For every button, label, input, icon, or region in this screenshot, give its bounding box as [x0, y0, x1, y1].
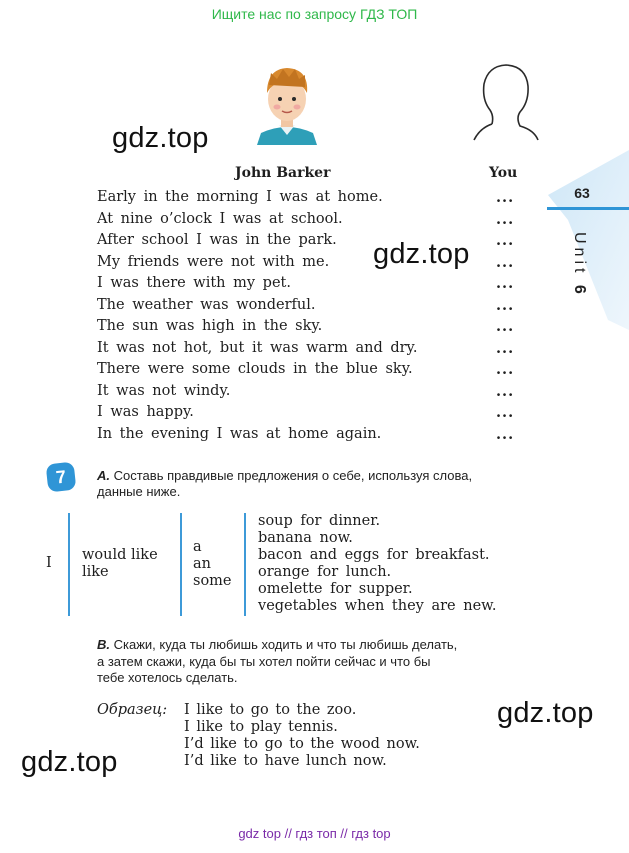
object-option: orange for lunch. — [258, 564, 392, 580]
sentence-row: There were some clouds in the blue sky. — [97, 361, 413, 377]
object-option: omelette for supper. — [258, 581, 413, 597]
sample-sentence: I’d like to have lunch now. — [184, 753, 387, 769]
sentence-row: It was not hot, but it was warm and dry. — [97, 339, 418, 356]
exercise-a-text-line2: данные ниже. — [97, 484, 181, 499]
answer-placeholder: ... — [496, 275, 515, 292]
exercise-number-badge: 7 — [46, 462, 77, 493]
sentence-row: I was happy. — [97, 404, 194, 420]
unit-label — [570, 232, 588, 298]
exercise-a-instruction — [97, 468, 537, 500]
sample-sentences — [184, 702, 420, 770]
watermark: gdz.top — [373, 238, 470, 270]
watermark: gdz.top — [497, 697, 594, 729]
answer-placeholder: ... — [496, 253, 515, 271]
sentence-row: At nine o’clock I was at school. — [97, 210, 343, 227]
article-option: a — [193, 539, 202, 555]
answer-placeholder: ... — [496, 189, 515, 206]
exercise-b-instruction — [97, 637, 547, 687]
exercise-b-line: тебе хотелось сделать. — [97, 670, 238, 685]
sample-label: Образец: — [97, 702, 168, 718]
sentence-row: The weather was wonderful. — [97, 296, 316, 313]
exercise-b-letter: B. — [97, 637, 110, 652]
table-verbs — [82, 547, 158, 581]
object-option: bacon and eggs for breakfast. — [258, 547, 490, 563]
answer-placeholder: ... — [496, 382, 515, 400]
object-option: vegetables when they are new. — [258, 598, 497, 614]
article-option: some — [193, 573, 232, 589]
sample-sentence: I like to play tennis. — [184, 719, 338, 735]
answer-placeholder: ... — [496, 318, 515, 335]
sentence-row: The sun was high in the sky. — [97, 318, 323, 334]
table-divider — [68, 513, 70, 616]
exercise-a-text: Составь правдивые предложения о себе, используя слова, — [113, 468, 473, 483]
watermark: gdz.top — [21, 746, 118, 778]
article-option: an — [193, 556, 211, 572]
verb-option: would like — [82, 547, 158, 563]
sentence-row: Early in the morning I was at home. — [97, 189, 383, 205]
answer-placeholder: ... — [496, 404, 515, 421]
decorative-blue-shape — [548, 150, 629, 330]
page-number: 63 — [574, 185, 590, 201]
table-articles — [193, 539, 232, 590]
page-number-rule — [547, 207, 629, 210]
exercise-a-letter: A. — [97, 468, 110, 483]
top-search-link[interactable]: Ищите нас по запросу ГДЗ ТОП — [211, 6, 418, 22]
answer-placeholder: ... — [496, 296, 515, 314]
silhouette-outline-illustration — [472, 62, 540, 142]
table-objects — [258, 513, 496, 615]
answer-placeholder: ... — [496, 361, 515, 378]
table-divider — [244, 513, 246, 616]
answer-placeholder-list — [496, 187, 514, 445]
table-subject: I — [46, 555, 52, 571]
answer-placeholder: ... — [496, 425, 515, 443]
boy-portrait-illustration — [255, 63, 319, 145]
table-divider — [180, 513, 182, 616]
object-option: banana now. — [258, 530, 353, 546]
verb-option: like — [82, 564, 109, 580]
unit-word: Unit — [571, 232, 588, 277]
sentence-list — [97, 187, 417, 445]
sentence-row: My friends were not with me. — [97, 253, 330, 270]
footer-links[interactable]: gdz top // гдз топ // гдз top — [238, 826, 391, 841]
sentence-row: I was there with my pet. — [97, 275, 291, 291]
sample-sentence: I like to go to the zoo. — [184, 702, 357, 718]
sentence-row: After school I was in the park. — [97, 232, 337, 248]
column-header-you: You — [489, 165, 518, 181]
watermark: gdz.top — [112, 122, 209, 154]
sentence-row: It was not windy. — [97, 382, 231, 399]
sentence-row: In the evening I was at home again. — [97, 425, 382, 442]
object-option: soup for dinner. — [258, 513, 381, 529]
answer-placeholder: ... — [496, 232, 515, 249]
exercise-b-line: Скажи, куда ты любишь ходить и что ты любишь делать, — [113, 637, 458, 652]
exercise-b-line: а затем скажи, куда бы ты хотел пойти сейчас и что бы — [97, 653, 431, 669]
unit-number: 6 — [571, 284, 588, 298]
answer-placeholder: ... — [496, 339, 515, 357]
column-header-john: John Barker — [235, 165, 331, 181]
answer-placeholder: ... — [496, 210, 515, 228]
sample-sentence: I’d like to go to the wood now. — [184, 736, 420, 752]
